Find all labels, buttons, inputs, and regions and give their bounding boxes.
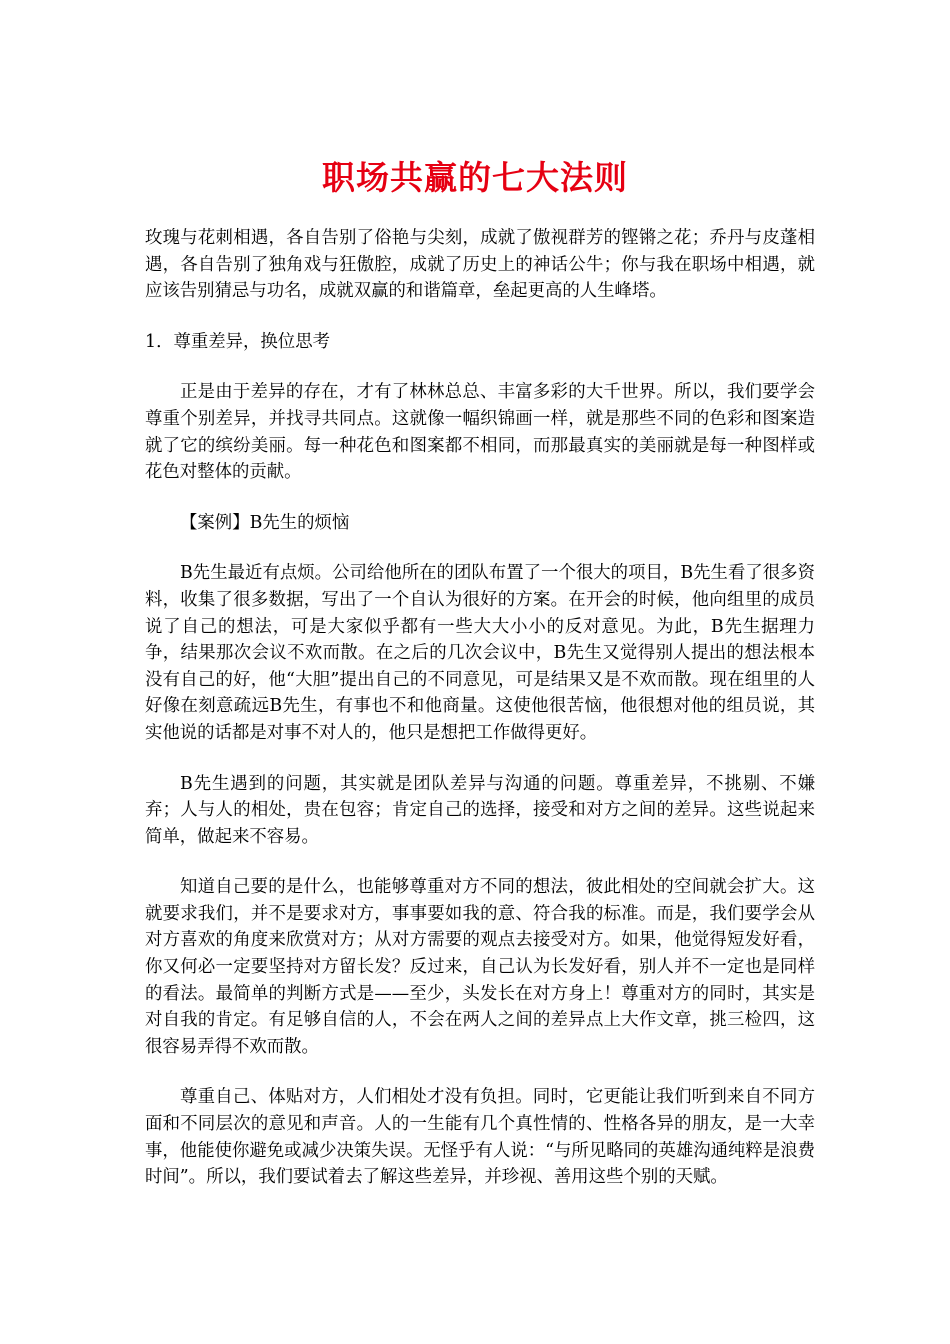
body-paragraph: B先生遇到的问题，其实就是团队差异与沟通的问题。尊重差异，不挑剔、不嫌弃；人与人的相处，贵在包容；肯定自己的选择，接受和对方之间的差异。这些说起来简单，做起来不容易。 [145, 773, 815, 847]
body-paragraph: 尊重自己、体贴对方，人们相处才没有负担。同时，它更能让我们听到来自不同方面和不同层次的意见和声音。人的一生能有几个真性情的、性格各异的朋友，是一大幸事，他能使你避免或减少决策失误。无怪乎有人说：“与所见略同的英雄沟通纯粹是浪费时间”。所以，我们要试着去了解这些差异，并珍视、善用这些个别的天赋。 [145, 1087, 815, 1188]
section-heading: 1．尊重差异，换位思考 [145, 331, 330, 352]
case-heading: 【案例】B先生的烦恼 [180, 512, 350, 533]
body-paragraph: 正是由于差异的存在，才有了林林总总、丰富多彩的大千世界。所以，我们要学会尊重个别差异，并找寻共同点。这就像一幅织锦画一样，就是那些不同的色彩和图案造就了它的缤纷美丽。每一种花色和图案都不相同，而那最真实的美丽就是每一种图样或花色对整体的贡献。 [145, 382, 815, 483]
intro-paragraph: 玫瑰与花刺相遇，各自告别了俗艳与尖刻，成就了傲视群芳的铿锵之花；乔丹与皮蓬相遇，各自告别了独角戏与狂傲腔，成就了历史上的神话公牛；你与我在职场中相遇，就应该告别猜忌与功名，成就双赢的和谐篇章，垒起更高的人生峰塔。 [145, 228, 815, 302]
body-paragraph: 知道自己要的是什么，也能够尊重对方不同的想法，彼此相处的空间就会扩大。这就要求我们，并不是要求对方，事事要如我的意、符合我的标准。而是，我们要学会从对方喜欢的角度来欣赏对方；从对方需要的观点去接受对方。如果，他觉得短发好看，你又何必一定要坚持对方留长发？反过来，自己认为长发好看，别人并不一定也是同样的看法。最简单的判断方式是——至少，头发长在对方身上！尊重对方的同时，其实是对自我的肯定。有足够自信的人，不会在两人之间的差异点上大作文章，挑三检四，这很容易弄得不欢而散。 [145, 877, 815, 1057]
document-body [145, 225, 815, 1215]
document-title: 职场共赢的七大法则 [322, 158, 628, 197]
body-paragraph: B先生最近有点烦。公司给他所在的团队布置了一个很大的项目，B先生看了很多资料，收集了很多数据，写出了一个自认为很好的方案。在开会的时候，他向组里的成员说了自己的想法，可是大家似乎都有一些大大小小的反对意见。为此，B先生据理力争，结果那次会议不欢而散。在之后的几次会议中，B先生又觉得别人提出的想法根本没有自己的好，他“大胆”提出自己的不同意见，可是结果又是不欢而散。现在组里的人好像在刻意疏远B先生，有事也不和他商量。这使他很苦恼，他很想对他的组员说，其实他说的话都是对事不对人的，他只是想把工作做得更好。 [145, 563, 815, 743]
